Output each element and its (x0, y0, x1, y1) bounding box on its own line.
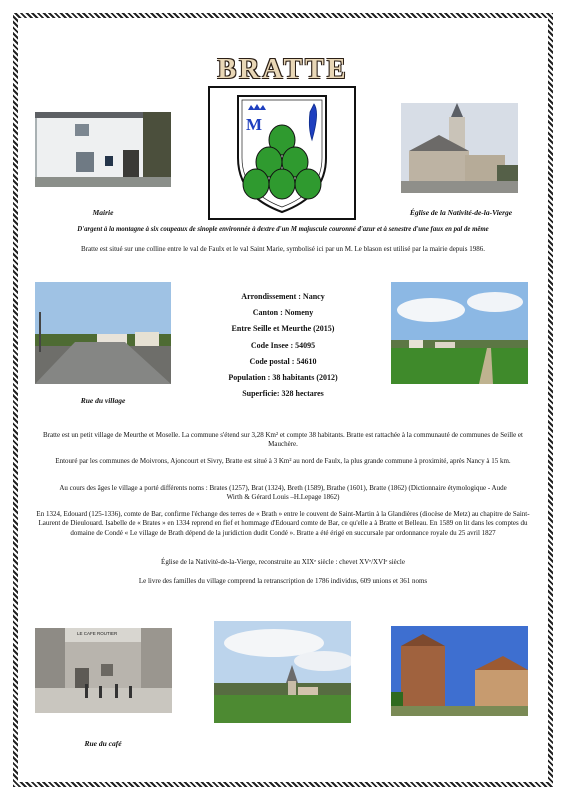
eglise-caption: Église de la Nativité-de-la-Vierge (409, 208, 513, 217)
commune-info (170, 289, 396, 402)
rue-cafe-caption: Rue du café (84, 739, 122, 748)
info-canton: Canton : Nomeny (252, 308, 314, 318)
paragraph-location: Entouré par les communes de Moivrons, Ajoncourt et Sivry, Bratte est situé à 3 Km² au nord de Faulx, la plus grande commune à proximité, après Nancy à 15 km. (55, 457, 511, 465)
mairie-photo (35, 112, 171, 187)
old-photo-sign: LE CAFE ROUTIER (77, 631, 118, 636)
info-intercommunalite: Entre Seille et Meurthe (2015) (231, 324, 335, 334)
page-title: BRATTE (217, 54, 349, 85)
paragraph-eglise: Église de la Nativité-de-la-Vierge, reconstruite au XIXᵉ siècle : chevet XVᵉ/XVIᵉ siècle (161, 558, 405, 566)
info-superficie: Superficie: 328 hectares (242, 389, 324, 399)
coat-of-arms (208, 86, 356, 220)
rue-village-photo (35, 282, 171, 384)
info-population: Population : 38 habitants (2012) (228, 373, 338, 383)
paragraph-history: En 1324, Edouard (125-1336), comte de Bar, confirme l'échange des terres de « Brath » entre le couvent de Saint-Martin à la Glandières (diocèse de Metz) au chapitre de Saint-Laurent de Dieulouard. Isabelle de « Brates » en 1334 reprend en fief et hommage d'Edouard comte de Bar, ce qu'elle a à Bratte et Belleau. En 1589 on lit dans les comptes du domaine de Condé « Le village de Brath dépend de la juridiction dudit Condé ». Bratte a été érigé en succursale par ordonnance royale du 25 avril 1827 (36, 510, 530, 537)
info-arrondissement: Arrondissement : Nancy (241, 292, 325, 301)
blazon-description: D'argent à la montagne à six coupeaux de sinople environnée à dextre d'un M majuscule couronné d'azur et à senestre d'une faux en pal de même (77, 226, 489, 233)
landscape-photo (391, 282, 528, 384)
mairie-caption: Mairie (92, 208, 114, 217)
paragraph-familles: Le livre des familles du village comprend la retranscription de 1786 individus, 609 unions et 361 noms (138, 577, 428, 585)
blazon-note: Bratte est situé sur une colline entre le val de Faulx et le val Saint Marie, symbolisé ici par un M. Le blason est utilisé par la mairie depuis 1986. (81, 245, 485, 253)
village-church-photo (214, 621, 351, 723)
eglise-photo (401, 103, 518, 193)
paragraph-presentation: Bratte est un petit village de Meurthe et Moselle. La commune s'étend sur 3,28 Km² et compte 38 habitants. Bratte est rattachée à la communauté de communes de Seille et Mauchère. (43, 431, 523, 449)
info-insee: Code Insee : 54095 (250, 340, 316, 350)
rue-village-caption: Rue du village (80, 396, 126, 405)
info-postal: Code postal : 54610 (249, 356, 317, 366)
svg-text:M: M (246, 115, 263, 134)
farm-buildings-photo (391, 626, 528, 716)
rue-cafe-photo (35, 628, 172, 713)
paragraph-names: Au cours des âges le village a porté différents noms : Brates (1257), Brat (1324), Breth (1589), Brathe (1601), Bratte (1862) (Dictionnaire étymologique - Aude Wirth & Gérard Louis –H.Lepage 1862) (59, 484, 507, 502)
